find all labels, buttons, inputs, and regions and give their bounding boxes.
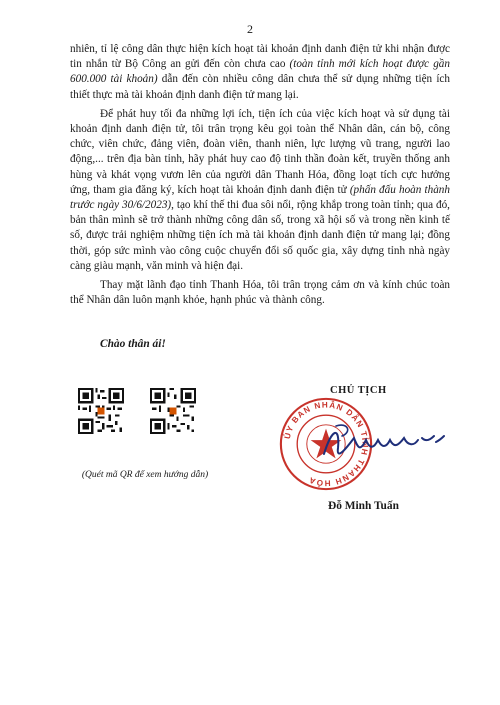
page-number: 2 — [247, 22, 253, 36]
paragraph-1 — [70, 42, 450, 103]
paragraph-1-text-b: (toàn tỉnh mới kích hoạt được gần 600.000 tài khoản) — [70, 58, 450, 86]
qr-caption: (Quét mã QR để xem hướng dẫn) — [81, 470, 209, 480]
paragraph-2-text-c: , tạo khí thế thi đua sôi nổi, rộng khắp trong toàn tỉnh; qua đó, bản thân mình sẽ trở thành những công dân số, trong xã hội số và trong nền kinh tế số, được trải nghiệm những tiện ích mà tài khoản định danh điện tử mang lại; đồng thời, góp sức mình vào công cuộc chuyển đổi số quốc gia, xây dựng tỉnh nhà ngày càng giàu mạnh, văn minh và hiện đại. — [70, 199, 450, 272]
closing-salutation: Chào thân ái! — [100, 338, 166, 350]
signer-name: Đỗ Minh Tuấn — [328, 500, 399, 512]
seal-text: ỦY BAN NHÂN DÂN TỈNH THANH HÓA — [282, 400, 370, 488]
qr-code-group — [78, 388, 228, 434]
letter-body — [70, 42, 450, 312]
paragraph-1-text-a: nhiên, tỉ lệ công dân thực hiện kích hoạt tài khoản định danh điện tử khi nhận được tin nhắn từ Bộ Công an gửi đến còn chưa cao — [70, 43, 450, 71]
paragraph-3 — [70, 278, 450, 308]
paragraph-2-text-b: (phấn đấu hoàn thành trước ngày 30/6/2023) — [70, 183, 450, 212]
paragraph-2-text-a: Để phát huy tối đa những lợi ích, tiện ích của việc kích hoạt và sử dụng tài khoản định danh điện tử, tôi trân trọng kêu gọi toàn thể Nhân dân, cán bộ, công chức, viên chức, đảng viên, đoàn viên, thanh niên, lực lượng vũ trang, người lao động,... trên địa bàn tỉnh, hãy phát huy cao độ tinh thần đoàn kết, truyền thống anh hùng và khát vọng vươn lên của người dân Thanh Hóa, đồng loạt tích cực hưởng ứng, tham gia đăng ký, kích hoạt tài khoản định danh điện tử — [70, 107, 450, 196]
paragraph-1-text-c: dẫn đến còn nhiều công dân chưa thể sử dụng những tiện ích thiết thực mà tài khoản định danh điện tử mang lại. — [70, 73, 450, 101]
signer-title: CHỦ TỊCH — [330, 385, 387, 396]
paragraph-3-text: Thay mặt lãnh đạo tỉnh Thanh Hóa, tôi trân trọng cảm ơn và kính chúc toàn thể Nhân dân luôn mạnh khỏe, hạnh phúc và thành công. — [70, 279, 450, 307]
handwritten-signature — [318, 418, 448, 468]
qr-code-icon[interactable] — [150, 388, 196, 434]
qr-code-icon[interactable] — [78, 388, 124, 434]
paragraph-2 — [70, 107, 450, 274]
